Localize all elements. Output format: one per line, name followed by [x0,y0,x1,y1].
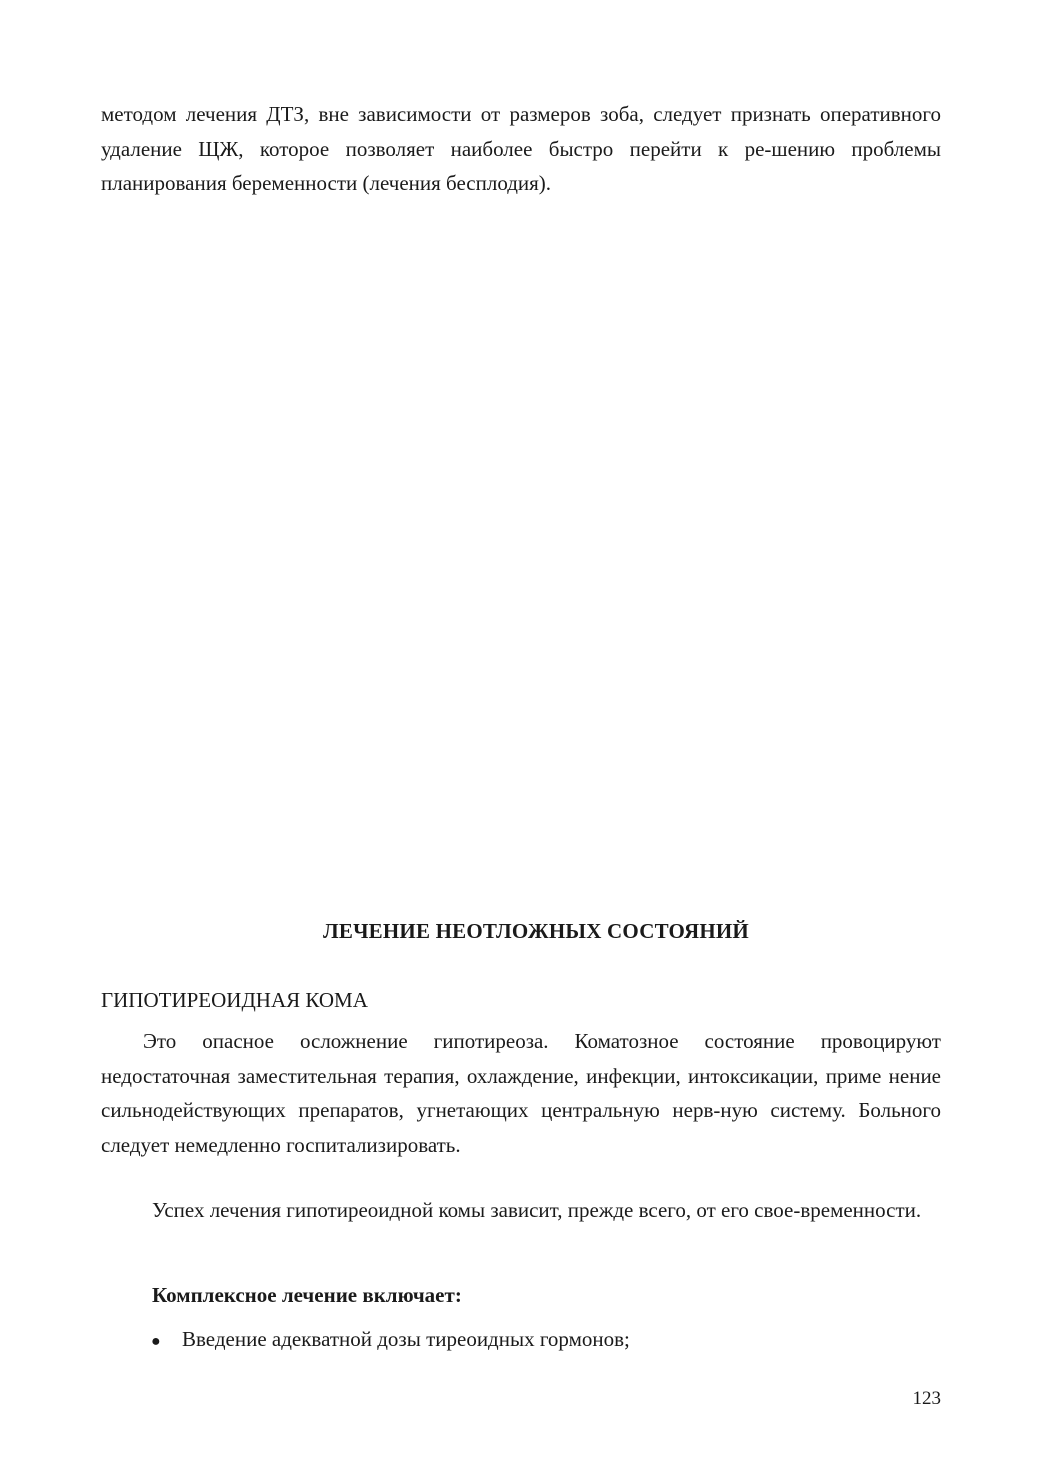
paragraph-coma-description: Это опасное осложнение гипотиреоза. Коматозное состояние провоцируют недостаточная заместительная терапия, охлаждение, инфекции, интоксикации, приме нение сильнодействующих препаратов, угнетающих центральную нерв-ную систему. Больного следует немедленно госпитализировать. [101,1029,941,1157]
page-number: 123 [912,1388,941,1409]
treatment-list [101,1324,941,1357]
list-item-text: Введение адекватной дозы тиреоидных гормонов; [182,1327,630,1351]
treatment-heading: Комплексное лечение включает: [152,1283,462,1307]
section-title: ЛЕЧЕНИЕ НЕОТЛОЖНЫХ СОСТОЯНИЙ [323,919,749,943]
paragraph-treatment-timeliness: Успех лечения гипотиреоидной комы зависит, прежде всего, от его свое-временности. [152,1198,922,1222]
list-item [101,1324,941,1357]
subsection-title: ГИПОТИРЕОИДНАЯ КОМА [101,988,368,1012]
continued-paragraph: методом лечения ДТЗ, вне зависимости от размеров зоба, следует признать оперативного удаление ЩЖ, которое позволяет наиболее быстро перейти к ре-шению проблемы планирования беременности (лечения бесплодия). [101,102,941,195]
bullet-icon: ● [151,1333,161,1350]
